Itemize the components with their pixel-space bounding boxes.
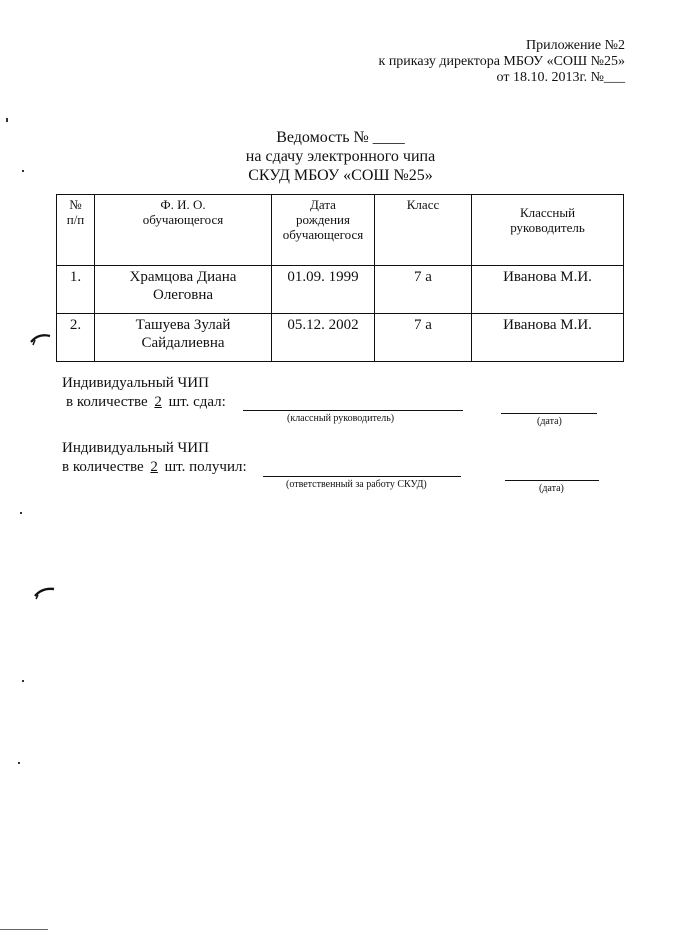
order-date: от 18.10. 2013г. №___ xyxy=(496,70,625,85)
receipt-person-caption: (ответственный за работу СКУД) xyxy=(286,479,427,490)
scan-mark-icon xyxy=(34,584,56,600)
table-header-row xyxy=(57,195,624,266)
row-fio: Ташуева Зулай Сайдалиевна xyxy=(95,314,272,362)
handover-quantity: 2 xyxy=(154,394,162,410)
header-class: Класс xyxy=(375,195,472,266)
scan-speck xyxy=(22,170,24,172)
order-reference: к приказу директора МБОУ «СОШ №25» xyxy=(378,54,625,69)
row-class: 7 а xyxy=(375,266,472,314)
handover-block xyxy=(62,374,226,412)
receipt-date-caption: (дата) xyxy=(539,483,564,494)
handover-title: Индивидуальный ЧИП xyxy=(62,375,209,391)
receipt-date-line xyxy=(505,480,599,481)
row-birthdate: 05.12. 2002 xyxy=(272,314,375,362)
document-title xyxy=(0,128,681,185)
scan-mark-icon xyxy=(30,330,52,346)
appendix-label: Приложение №2 xyxy=(526,38,625,53)
row-birthdate: 01.09. 1999 xyxy=(272,266,375,314)
header-fio: Ф. И. О. обучающегося xyxy=(95,195,272,266)
handover-quantity-line: в количестве 2 шт. сдал: xyxy=(66,394,226,410)
table-row xyxy=(57,266,624,314)
handover-person-caption: (классный руководитель) xyxy=(287,413,395,424)
table-row xyxy=(57,314,624,362)
scan-speck xyxy=(18,762,20,764)
receipt-block xyxy=(62,439,247,477)
header-birthdate: Дата рождения обучающегося xyxy=(272,195,375,266)
row-mentor: Иванова М.И. xyxy=(472,314,624,362)
row-class: 7 а xyxy=(375,314,472,362)
header-mentor: Классный руководитель xyxy=(472,195,624,266)
row-num: 2. xyxy=(57,314,95,362)
header-num: № п/п xyxy=(57,195,95,266)
title-line-3: СКУД МБОУ «СОШ №25» xyxy=(248,167,433,184)
receipt-quantity-line: в количестве 2 шт. получил: xyxy=(62,459,247,475)
scan-speck xyxy=(20,512,22,514)
handover-signature-line xyxy=(243,410,463,411)
handover-date-caption: (дата) xyxy=(537,416,562,427)
receipt-signature-line xyxy=(263,476,461,477)
document-header xyxy=(379,38,625,86)
receipt-quantity: 2 xyxy=(150,459,158,475)
receipt-title: Индивидуальный ЧИП xyxy=(62,440,209,456)
title-line-2: на сдачу электронного чипа xyxy=(245,148,436,165)
handover-date-line xyxy=(501,413,597,414)
students-table xyxy=(56,194,624,362)
scan-speck xyxy=(6,118,8,122)
scan-speck xyxy=(22,680,24,682)
row-mentor: Иванова М.И. xyxy=(472,266,624,314)
row-num: 1. xyxy=(57,266,95,314)
scan-edge-line xyxy=(0,929,48,930)
row-fio: Храмцова Диана Олеговна xyxy=(95,266,272,314)
title-line-1: Ведомость № ____ xyxy=(276,129,405,146)
